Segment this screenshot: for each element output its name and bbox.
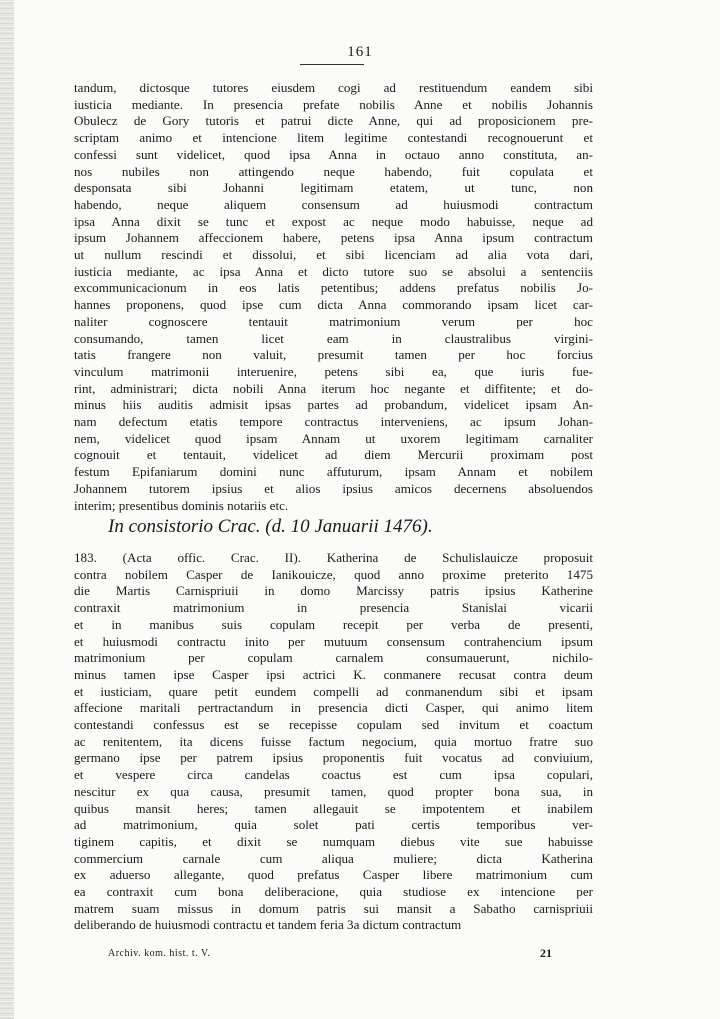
- text-line: desponsata sibi Johanni legitimam etatem, ut tunc, non: [74, 180, 593, 196]
- text-line: minus hiis auditis admisit ipsas partes ad probandum, videlicet ipsam An-: [74, 397, 593, 413]
- text-line: contestandi confessus est se recepisse copulam sed invitum et coactum: [74, 717, 593, 733]
- text-line: rint, administrari; dicta nobili Anna iterum hoc negante et diffitente; et do-: [74, 380, 593, 396]
- text-line: hannes proponens, quod ipse cum dicta Anna commorando ipsam licet car-: [74, 297, 593, 313]
- text-line: interim; presentibus dominis notariis etc.: [74, 497, 289, 513]
- page-number: 161: [347, 44, 373, 60]
- header-rule: [300, 64, 364, 65]
- text-line: contra nobilem Casper de Ianikouicze, quod anno proxime preterito 1475: [74, 566, 593, 582]
- text-line: 183. (Acta offic. Crac. II). Katherina de Schulislauicze proposuit: [74, 550, 593, 565]
- text-line: matrem suam missus in domum patris sui mansit a Sabatho carnispriuii: [74, 900, 593, 916]
- text-line: consumando, tamen licet eam in claustralibus virgini-: [74, 330, 593, 346]
- text-line: ea contraxit cum bona deliberacione, quia studiose ex intencione per: [74, 884, 593, 900]
- footer-series-label: Archiv. kom. hist. t. V.: [108, 948, 211, 959]
- text-line: confessi sunt videlicet, quod ipsa Anna in octauo anno constituta, an-: [74, 146, 593, 162]
- text-line: deliberando de huiusmodi contractu et tandem feria 3a dictum contractum: [74, 917, 462, 933]
- text-line: et iusticiam, quare petit eundem compelli ad conmanendum sibi et ipsam: [74, 683, 593, 699]
- text-line: festum Epifaniarum domini nunc affuturum, ipsam Annam et nobilem: [74, 464, 593, 480]
- text-line: cognouit et tentauit, videlicet ad diem Mercurii proximam post: [74, 447, 593, 463]
- text-line: iusticia mediante, ac ipsa Anna et dicto tutore suo se absolui a sentenciis: [74, 263, 593, 279]
- text-line: tatis frangere non valuit, presumit tamen per hoc forcius: [74, 347, 593, 363]
- text-line: ipsa Anna dixit se tunc et expost ac neque modo habuisse, neque ad: [74, 213, 593, 229]
- page-binding-edge: [0, 0, 14, 1019]
- text-line: scriptam animo et intencione litem legitime contestandi recognouerunt et: [74, 130, 593, 146]
- text-line: et huiusmodi contractu inito per mutuum consensum contrahencium ipsum: [74, 633, 593, 649]
- text-line: tiginem capitis, et dixit se numquam diebus vite sue habuisse: [74, 833, 593, 849]
- text-line: et in manibus suis copulam recepit per verba de presenti,: [74, 616, 593, 632]
- text-line: iusticia mediante. In presencia prefate nobilis Anne et nobilis Johannis: [74, 96, 593, 112]
- text-line: affecione maritali pertractandum in presencia dicti Casper, qui animo litem: [74, 700, 593, 716]
- text-line: vinculum matrimonii interuenire, petens sibi ea, que iuris fue-: [74, 363, 593, 379]
- text-line: minus tamen ipse Casper ipsi actrici K. conmanere recusat contra deum: [74, 666, 593, 682]
- section-heading: In consistorio Crac. (d. 10 Januarii 1476).: [108, 516, 433, 537]
- text-line: et vespere circa candelas coactus est cum ipsa copulari,: [74, 767, 593, 783]
- text-line: nescitur ex qua causa, presumit tamen, quod propter bona sua, in: [74, 783, 593, 799]
- text-line: ut nullum rescindi et dissolui, et sibi licenciam ad alia vota dari,: [74, 247, 593, 263]
- text-line: commercium carnale cum aliqua muliere; dicta Katherina: [74, 850, 593, 866]
- text-line: nem, videlicet quod ipsam Annam ut uxorem legitimam carnaliter: [74, 430, 593, 446]
- text-line: quibus mansit heres; tamen allegauit se impotentem et inabilem: [74, 800, 593, 816]
- paragraph-2: [74, 550, 593, 934]
- text-line: Obulecz de Gory tutoris et patrui dicte Anne, qui ad proposicionem pre-: [74, 113, 593, 129]
- text-line: excommunicacionum in eos latis petentibus; addens prefatus nobilis Jo-: [74, 280, 593, 296]
- text-line: contraxit matrimonium in presencia Stanislai vicarii: [74, 600, 593, 616]
- text-line: habendo, neque aliquem consensum ad huiusmodi contractum: [74, 196, 593, 212]
- text-line: matrimonium per copulam carnalem consumauerunt, nichilo-: [74, 650, 593, 666]
- text-line: ex aduerso allegante, quod prefatus Casper libere matrimonium cum: [74, 867, 593, 883]
- text-line: die Martis Carnispriuii in domo Marcissy patris ipsius Katherine: [74, 583, 593, 599]
- footer-signature-number: 21: [540, 946, 552, 960]
- paragraph-1: [74, 80, 593, 514]
- text-line: ac renitentem, ita dicens fuisse factum negocium, quia mortuo fratre suo: [74, 733, 593, 749]
- text-line: Johannem tutorem ipsius et alios ipsius amicos decernens absoluendos: [74, 480, 593, 496]
- text-line: tandum, dictosque tutores eiusdem cogi ad restituendum eandem sibi: [74, 80, 593, 95]
- text-line: nam defectum etatis tempore contractus interveniens, ac ipsum Johan-: [74, 414, 593, 430]
- text-line: nos nubiles non attingendo neque habendo, fuit copulata et: [74, 163, 593, 179]
- text-line: germano ipse per patrem ipsius proponentis fuit vocatus ad conviuium,: [74, 750, 593, 766]
- text-line: ipsum Johannem affeccionem habere, petens ipsa Anna ipsum contractum: [74, 230, 593, 246]
- text-line: naliter cognoscere tentauit matrimonium verum per hoc: [74, 313, 593, 329]
- text-line: ad matrimonium, quia solet pati certis temporibus ver-: [74, 817, 593, 833]
